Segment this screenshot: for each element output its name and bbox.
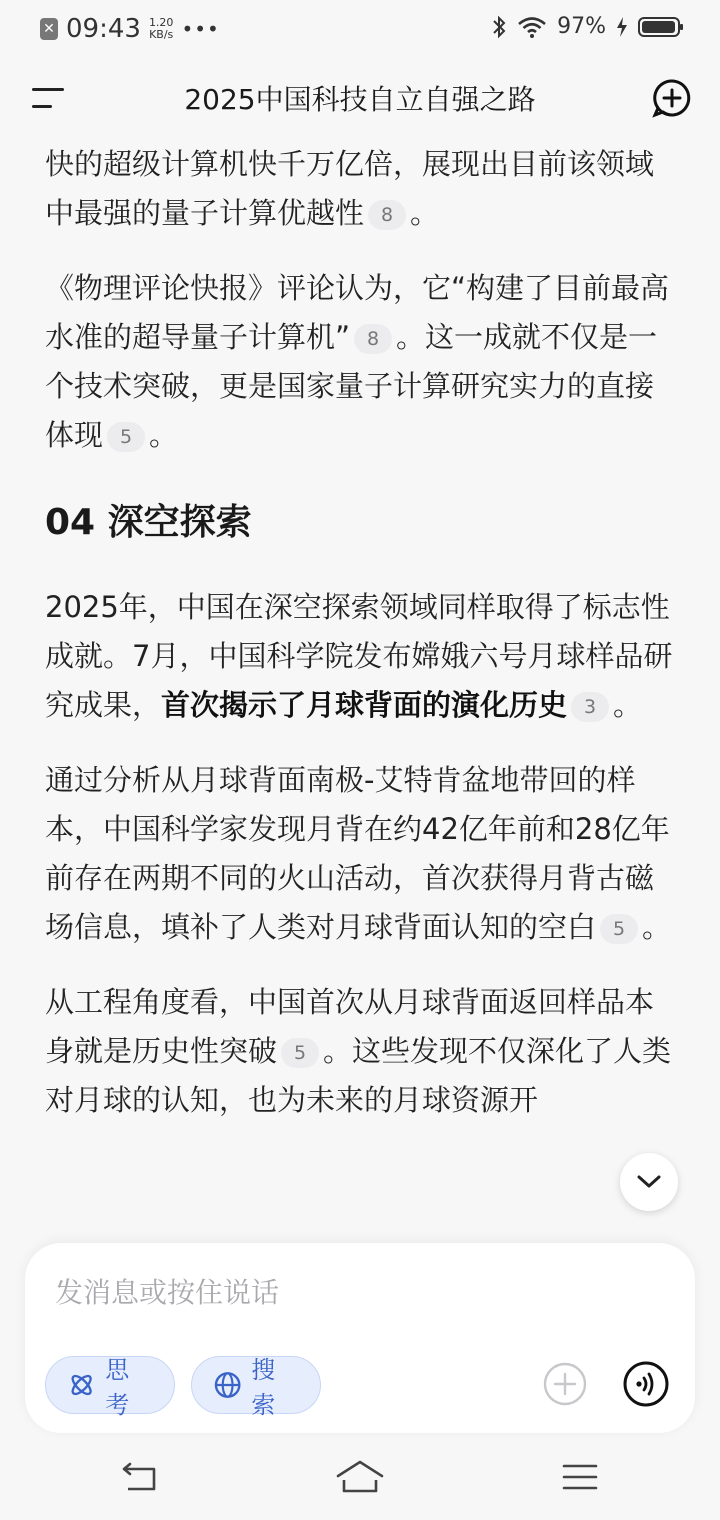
status-left — [40, 14, 220, 44]
bluetooth-icon — [491, 15, 507, 39]
new-chat-icon[interactable] — [652, 78, 692, 118]
network-speed — [149, 17, 174, 41]
p3-bold: 首次揭示了月球背面的演化历史 — [161, 688, 568, 722]
chevron-down-icon — [636, 1174, 662, 1190]
system-nav-bar — [0, 1440, 720, 1520]
message-input[interactable]: 发消息或按住说话 — [55, 1276, 280, 1309]
status-right — [491, 14, 680, 39]
p4-end: 。 — [642, 910, 672, 944]
composer — [25, 1243, 695, 1433]
think-label: 思考 — [105, 1356, 130, 1419]
p1-text: 快的超级计算机快千万亿倍，展现出目前该领域中最强的量子计算优越性 — [45, 147, 655, 230]
speed-value: 1.20 — [148, 16, 174, 29]
p4-text: 通过分析从月球背面南极-艾特肯盆地带回的样本，中国科学家发现月背在约42亿年前和28亿年前存在两期不同的火山活动，首次获得月背古磁场信息，填补了人类对月球背面认知的空白 — [45, 763, 670, 944]
citation-badge[interactable]: 5 — [281, 1038, 319, 1068]
atom-icon — [68, 1371, 95, 1399]
p3-text: 2025年，中国在深空探索领域同样取得了标志性成就。7月，中国科学院发布嫦娥六号月球样品研究成果， — [45, 590, 673, 722]
p2-mid: 。这一成就不仅是一个技术突破，更是国家量子计算研究实力的直接体现 — [45, 320, 658, 452]
p5-mid: 。这些发现不仅深化了人类对月球的认知，也为未来的月球资源开 — [45, 1034, 672, 1117]
paragraph-1 — [45, 140, 680, 238]
clock: 09:43 — [66, 14, 141, 44]
notification-icon: ✕ — [40, 18, 58, 40]
header — [0, 58, 720, 138]
wifi-icon — [517, 15, 547, 39]
message-content — [45, 140, 680, 1151]
battery-fill — [642, 21, 675, 33]
citation-badge[interactable]: 3 — [571, 692, 609, 722]
p5-text: 从工程角度看，中国首次从月球背面返回样品本身就是历史性突破 — [45, 985, 655, 1068]
search-label: 搜索 — [251, 1356, 276, 1419]
search-button[interactable] — [191, 1356, 321, 1419]
paragraph-5 — [45, 978, 680, 1125]
p3-end: 。 — [613, 688, 643, 722]
citation-badge[interactable]: 8 — [354, 324, 392, 354]
citation-badge[interactable]: 5 — [600, 914, 638, 944]
voice-wave-icon[interactable] — [623, 1361, 669, 1407]
section-heading: 04 深空探索 — [45, 502, 252, 543]
speed-unit: KB/s — [149, 28, 174, 41]
p2-text: 《物理评论快报》评论认为，它“构建了目前最高水准的超导量子计算机” — [45, 271, 670, 354]
think-button[interactable] — [45, 1356, 175, 1419]
recent-apps-icon[interactable] — [562, 1462, 598, 1492]
status-bar — [0, 0, 720, 58]
citation-badge[interactable]: 5 — [107, 422, 145, 452]
charging-icon — [616, 16, 628, 38]
paragraph-2 — [45, 264, 680, 460]
paragraph-4 — [45, 756, 680, 952]
page-title: 2025中国科技自立自强之路 — [184, 83, 536, 116]
back-icon[interactable] — [120, 1460, 160, 1496]
battery-icon — [638, 17, 680, 37]
scroll-down-button[interactable] — [620, 1153, 678, 1211]
home-icon[interactable] — [335, 1458, 385, 1496]
paragraph-3 — [45, 583, 680, 730]
more-notifications-icon: ••• — [181, 17, 220, 41]
globe-icon — [214, 1371, 241, 1399]
plus-circle-icon[interactable] — [543, 1362, 587, 1406]
p1-end: 。 — [410, 196, 440, 230]
p2-end: 。 — [149, 418, 179, 452]
citation-badge[interactable]: 8 — [368, 200, 406, 230]
battery-percent: 97% — [557, 14, 606, 39]
